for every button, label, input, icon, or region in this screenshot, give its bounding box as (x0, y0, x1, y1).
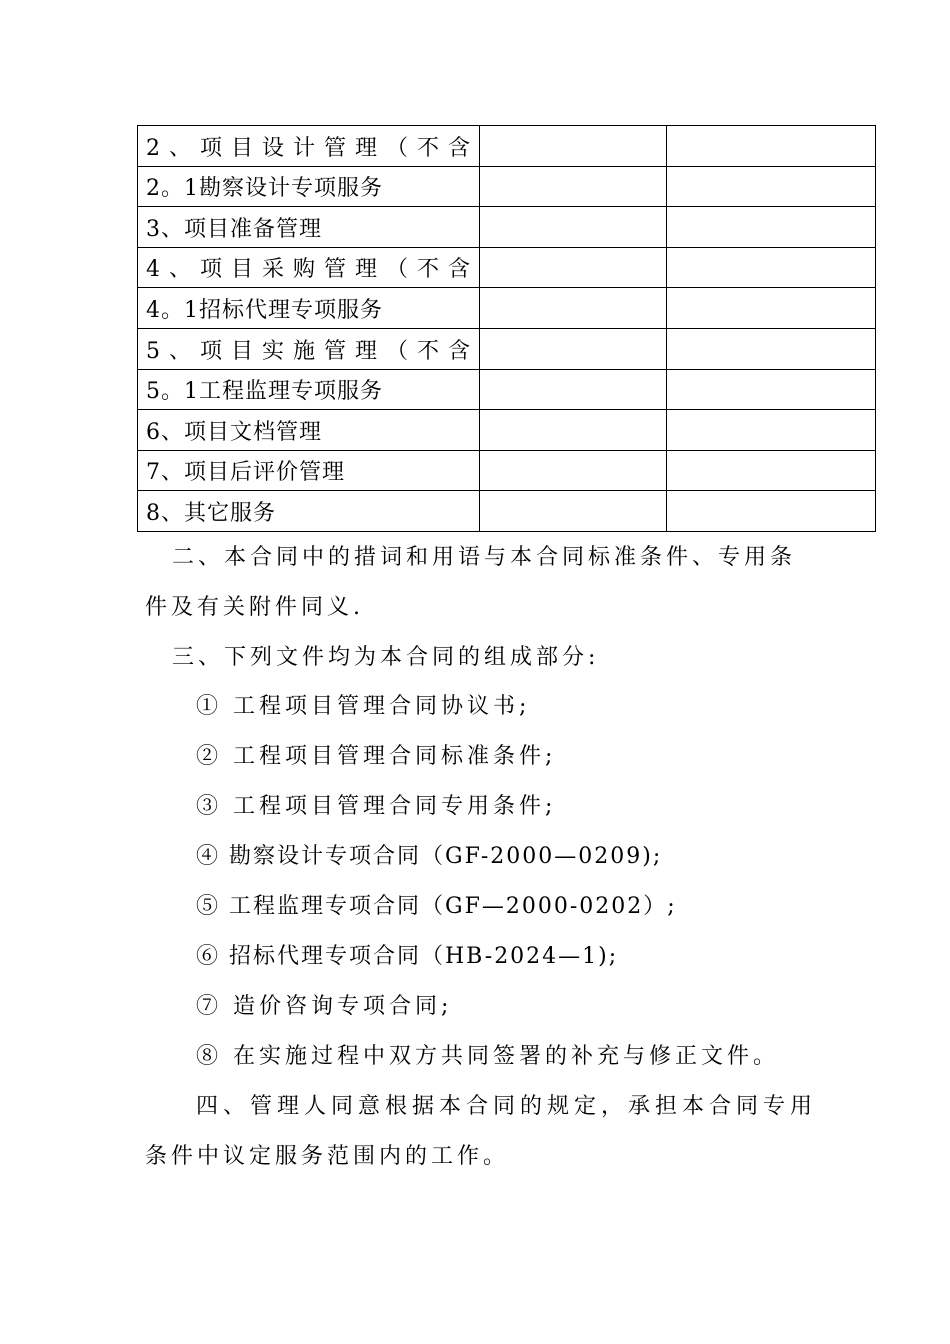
document-list-item: ⑥ 招标代理专项合同（HB-2024—1); (196, 944, 619, 969)
document-list-item: ① 工程项目管理合同协议书; (196, 694, 531, 719)
table-row (138, 288, 876, 329)
table-cell (667, 410, 876, 451)
clause-four-line1: 四、管理人同意根据本合同的规定，承担本合同专用 (196, 1094, 818, 1119)
table-cell (667, 369, 876, 410)
table-row (138, 491, 876, 532)
service-item: 2。1勘察设计专项服务 (138, 166, 480, 207)
clause-four-line2: 条件中议定服务范围内的工作。 (145, 1144, 510, 1169)
service-item: 7、项目后评价管理 (138, 450, 480, 491)
service-item: 6、项目文档管理 (138, 410, 480, 451)
service-item: 4。1招标代理专项服务 (138, 288, 480, 329)
service-item: 3、项目准备管理 (138, 207, 480, 248)
service-item: 4、项目采购管理（不含 (138, 247, 480, 288)
service-item: 5、项目实施管理（不含 (138, 328, 480, 369)
table-cell (480, 328, 667, 369)
table-cell (480, 410, 667, 451)
table-cell (480, 126, 667, 167)
table-cell (667, 126, 876, 167)
table-cell (667, 328, 876, 369)
table-row (138, 207, 876, 248)
clause-three: 三、下列文件均为本合同的组成部分: (172, 645, 600, 670)
services-table (137, 125, 876, 532)
clause-two-line1: 二、本合同中的措词和用语与本合同标准条件、专用条 (172, 545, 797, 570)
document-list-item: ④ 勘察设计专项合同（GF-2000—0209); (196, 844, 663, 869)
table-row (138, 126, 876, 167)
document-list-item: ⑦ 造价咨询专项合同; (196, 994, 453, 1019)
table-row (138, 166, 876, 207)
service-item: 2、项目设计管理（不含 (138, 126, 480, 167)
table-cell (667, 491, 876, 532)
table-cell (667, 207, 876, 248)
document-list-item: ③ 工程项目管理合同专用条件; (196, 794, 557, 819)
table-row (138, 450, 876, 491)
table-row (138, 328, 876, 369)
table-cell (480, 166, 667, 207)
table-cell (667, 450, 876, 491)
document-list-item: ⑤ 工程监理专项合同（GF—2000-0202）; (196, 894, 677, 919)
table-cell (480, 369, 667, 410)
table-row (138, 247, 876, 288)
table-cell (667, 288, 876, 329)
table-cell (667, 247, 876, 288)
document-list-item: ⑧ 在实施过程中双方共同签署的补充与修正文件。 (196, 1044, 779, 1069)
table-cell (667, 166, 876, 207)
table-cell (480, 207, 667, 248)
table-cell (480, 491, 667, 532)
table-cell (480, 288, 667, 329)
document-list-item: ② 工程项目管理合同标准条件; (196, 744, 557, 769)
table-row (138, 410, 876, 451)
table-row (138, 369, 876, 410)
table-cell (480, 450, 667, 491)
service-item: 5。1工程监理专项服务 (138, 369, 480, 410)
service-item: 8、其它服务 (138, 491, 480, 532)
services-table-body (138, 126, 876, 532)
table-cell (480, 247, 667, 288)
clause-two-line2: 件及有关附件同义. (145, 595, 364, 620)
